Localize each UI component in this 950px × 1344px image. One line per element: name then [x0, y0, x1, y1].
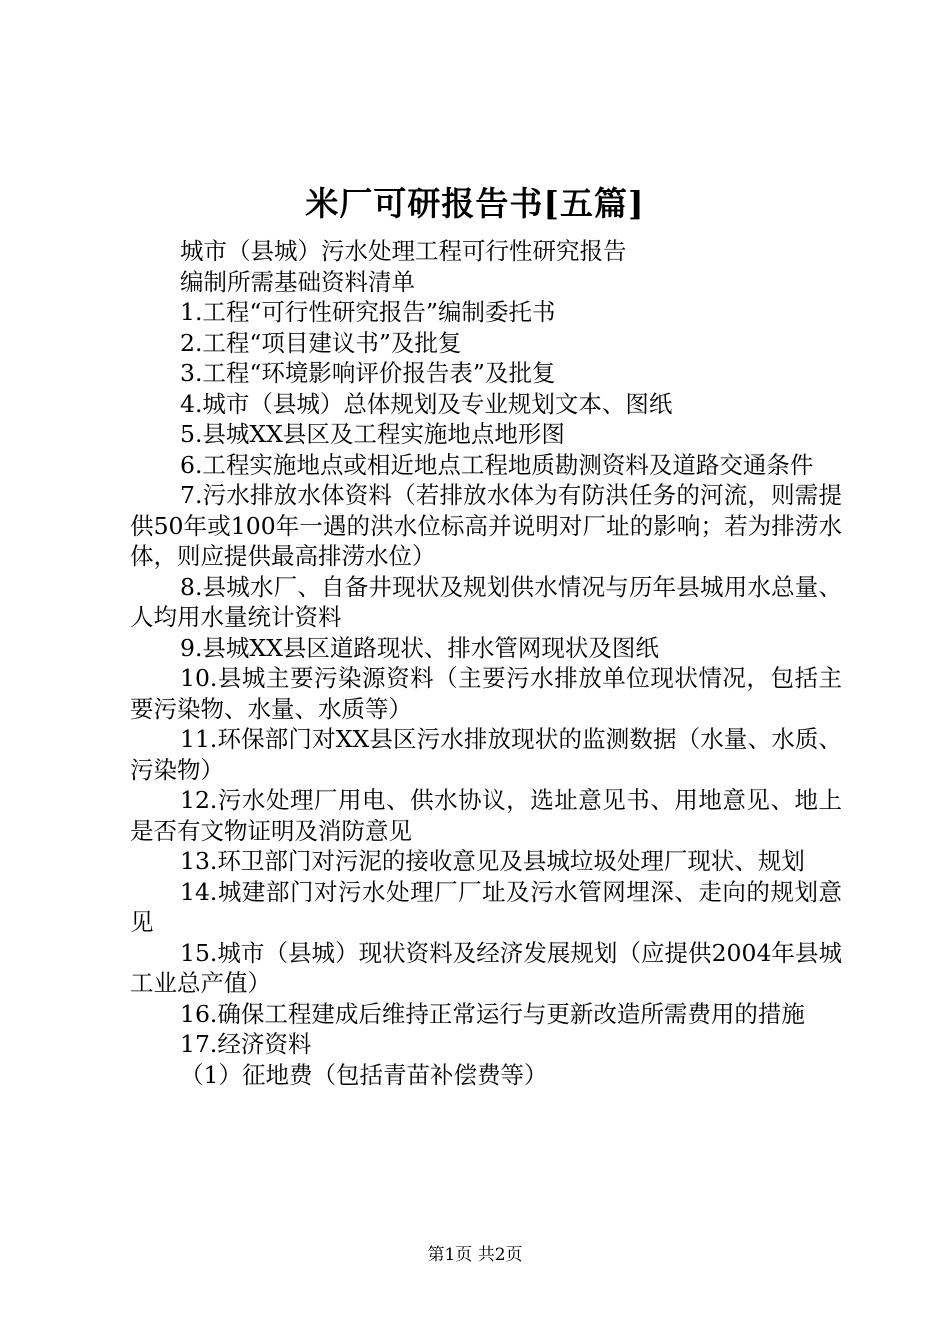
report-subtitle: 城市（县城）污水处理工程可行性研究报告 — [180, 237, 627, 265]
list-item: 16.确保工程建成后维持正常运行与更新改造所需费用的措施 — [180, 999, 805, 1028]
list-heading: 编制所需基础资料清单 — [180, 267, 415, 296]
list-item: 12.污水处理厂用电、供水协议，选址意见书、用地意见、地上是否有文物证明及消防意见 — [130, 786, 842, 845]
list-item: 6.工程实施地点或相近地点工程地质勘测资料及道路交通条件 — [180, 450, 814, 479]
list-item: 13.环卫部门对污泥的接收意见及县城垃圾处理厂现状、规划 — [180, 847, 805, 875]
list-item: 5.县城XX县区及工程实施地点地形图 — [180, 420, 565, 448]
list-item: 17.经济资料 — [180, 1030, 312, 1058]
document-body — [130, 236, 842, 1090]
list-item: 14.城建部门对污水处理厂厂址及污水管网埋深、走向的规划意见 — [130, 877, 842, 936]
list-item: 2.工程“项目建议书”及批复 — [180, 328, 462, 357]
list-item: 11.环保部门对XX县区污水排放现状的监测数据（水量、水质、污染物） — [130, 725, 842, 784]
list-item: 9.县城XX县区道路现状、排水管网现状及图纸 — [180, 633, 659, 662]
list-subitem: （1）征地费（包括青苗补偿费等） — [180, 1060, 548, 1089]
list-item: 7.污水排放水体资料（若排放水体为有防洪任务的河流，则需提供50年或100年一遇的洪水位标高并说明对厂址的影响；若为排涝水体，则应提供最高排涝水位） — [130, 481, 842, 570]
list-item: 8.县城水厂、自备井现状及规划供水情况与历年县城用水总量、人均用水量统计资料 — [130, 572, 842, 631]
page-footer: 第1页 共2页 — [427, 1245, 523, 1265]
document-title: 米厂可研报告书[五篇] — [305, 184, 645, 223]
list-item: 15.城市（县城）现状资料及经济发展规划（应提供2004年县城工业总产值） — [130, 938, 842, 997]
list-item: 3.工程“环境影响评价报告表”及批复 — [180, 359, 556, 387]
list-item: 1.工程“可行性研究报告”编制委托书 — [180, 298, 556, 326]
list-item: 10.县城主要污染源资料（主要污水排放单位现状情况，包括主要污染物、水量、水质等） — [130, 664, 842, 723]
list-item: 4.城市（县城）总体规划及专业规划文本、图纸 — [180, 389, 673, 418]
